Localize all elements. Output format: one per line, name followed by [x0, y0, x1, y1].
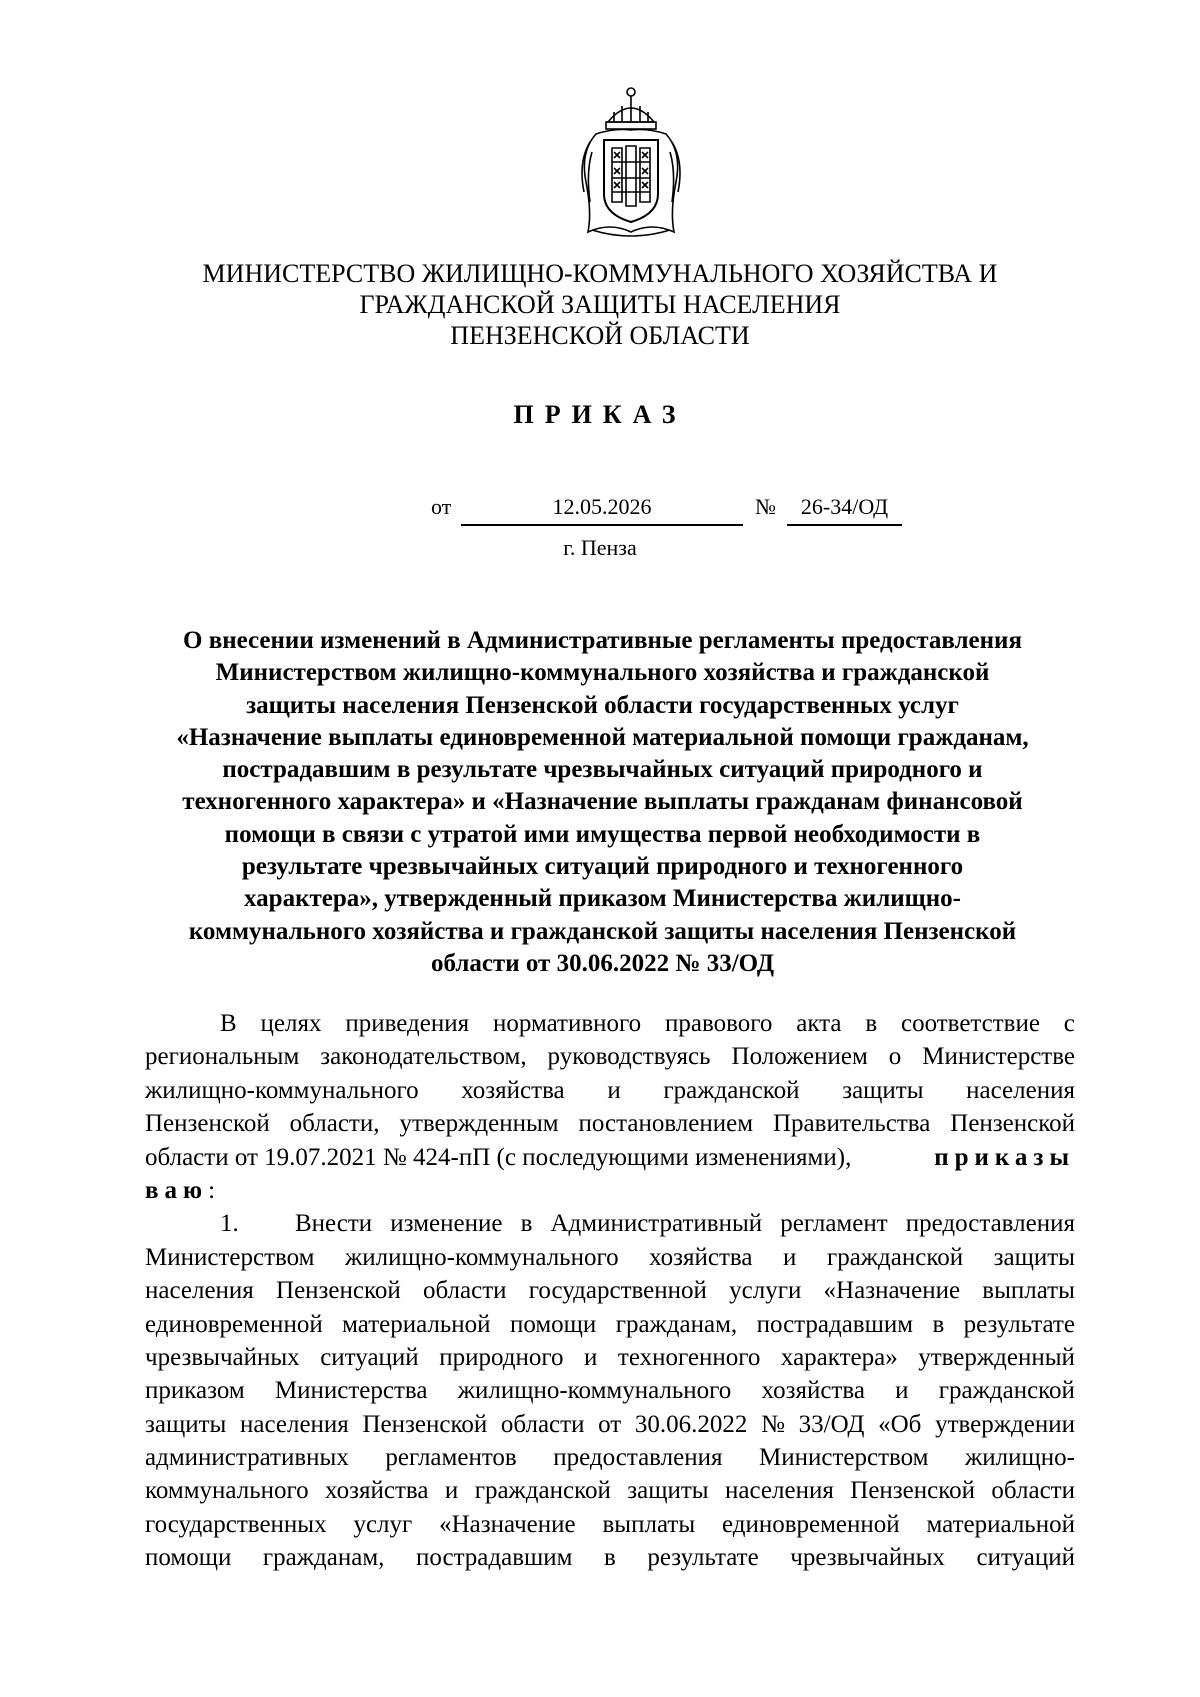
item-1-line — [145, 1374, 1075, 1407]
word: Министерстве — [922, 1043, 1075, 1071]
word: области — [422, 1277, 507, 1305]
word: регламент — [780, 1210, 888, 1238]
subject-line: помощи в связи с утратой ими имущества первой необходимости в — [224, 820, 981, 848]
word: 30.06.2022 — [634, 1410, 748, 1438]
preamble-line — [145, 1007, 1075, 1040]
item-1-line — [145, 1408, 1075, 1441]
word: населения — [725, 1477, 834, 1505]
word: населения — [966, 1076, 1075, 1104]
ministry-line: МИНИСТЕРСТВО ЖИЛИЩНО-КОММУНАЛЬНОГО ХОЗЯЙСТВА И — [202, 259, 998, 288]
subject-line: характера», утвержденный приказом Министерства жилищно- — [244, 885, 961, 913]
subject-line: результате чрезвычайных ситуаций природного и техногенного — [241, 853, 964, 881]
item-number: 1. — [220, 1210, 239, 1238]
word: приведения — [345, 1010, 470, 1037]
ministry-name — [120, 258, 1080, 351]
word: приказом — [145, 1377, 245, 1405]
word: единовременной — [145, 1310, 323, 1338]
word: Пензенской — [145, 1110, 270, 1138]
date-prefix: от — [431, 494, 452, 519]
word: характера» — [780, 1343, 898, 1371]
word: выплаты — [982, 1277, 1075, 1305]
word: результате — [647, 1544, 759, 1572]
word: жилищно-коммунального — [145, 1076, 419, 1104]
word: материальной — [342, 1310, 491, 1338]
word: Министерства — [274, 1377, 428, 1405]
word: регламентов — [385, 1444, 517, 1472]
word: 33/ОД — [798, 1410, 865, 1438]
word: хозяйства — [325, 1477, 429, 1505]
colon: : — [208, 1176, 216, 1204]
word: хозяйства — [461, 1076, 565, 1104]
subject-line: техногенного характера» и «Назначение выплаты гражданам финансовой — [182, 788, 1023, 816]
word: жилищно-коммунального — [457, 1377, 732, 1405]
word: помощи — [145, 1544, 232, 1572]
word: ситуаций — [976, 1544, 1075, 1572]
word: утверждении — [935, 1410, 1075, 1438]
word: гражданской — [663, 1076, 800, 1104]
order-subject — [130, 625, 1075, 980]
word: гражданской — [938, 1377, 1075, 1405]
preamble-text: области от 19.07.2021 № 424-пП (с последующими изменениями), — [145, 1143, 852, 1171]
word: утвержденным — [399, 1110, 559, 1138]
word: гражданской — [474, 1477, 611, 1505]
word: и — [444, 1477, 459, 1505]
word: гражданам, — [615, 1310, 738, 1338]
word: и — [895, 1377, 909, 1405]
word: № — [761, 1410, 785, 1438]
word: помощи — [509, 1310, 597, 1338]
item-1-line — [145, 1274, 1075, 1307]
word: услуг — [353, 1510, 413, 1538]
word: Министерством — [145, 1243, 315, 1271]
word: законодательством, — [320, 1043, 527, 1071]
word: «Об — [878, 1410, 922, 1438]
word: в — [520, 1210, 533, 1238]
order-verb-bold: приказы — [934, 1143, 1075, 1171]
subject-line: пострадавшим в результате чрезвычайных ситуаций природного и — [222, 756, 983, 784]
item-1-line — [145, 1508, 1075, 1541]
word: в — [865, 1010, 878, 1037]
word: региональным — [145, 1043, 300, 1071]
word: результате — [963, 1310, 1075, 1338]
word: изменение — [390, 1210, 503, 1238]
word: государственной — [528, 1277, 707, 1305]
number-prefix: № — [755, 494, 776, 519]
word: защиты — [145, 1410, 227, 1438]
word: Министерством — [759, 1444, 929, 1472]
coat-of-arms-icon — [566, 82, 696, 242]
word: Внести — [295, 1210, 373, 1238]
word: гражданской — [826, 1243, 964, 1271]
word: области, — [289, 1110, 380, 1138]
item-1-line — [145, 1207, 1075, 1240]
word: ситуаций — [320, 1343, 419, 1371]
subject-line: О внесении изменений в Административные регламенты предоставления — [183, 627, 1022, 654]
item-1-line — [145, 1441, 1075, 1474]
word: населения — [145, 1277, 254, 1305]
ministry-line: ГРАЖДАНСКОЙ ЗАЩИТЫ НАСЕЛЕНИЯ — [359, 290, 841, 319]
word: единовременной — [721, 1510, 900, 1538]
word: утвержденный — [918, 1343, 1075, 1371]
order-verb-bold: ваю — [145, 1176, 209, 1204]
word: Пензенской — [362, 1410, 488, 1438]
word: в — [604, 1544, 616, 1572]
word: хозяйства — [761, 1377, 865, 1405]
word: о — [888, 1043, 902, 1071]
word: от — [598, 1410, 622, 1438]
word: «Назначение — [823, 1277, 961, 1305]
word: Положением — [731, 1043, 868, 1071]
word: защиты — [627, 1477, 709, 1505]
item-1-line — [145, 1474, 1075, 1507]
preamble-line — [145, 1174, 1075, 1207]
word: пострадавшим — [756, 1310, 914, 1338]
word: нормативного — [492, 1010, 642, 1037]
word: В — [220, 1010, 237, 1037]
word: административных — [145, 1444, 349, 1472]
subject-line: защиты населения Пензенской области государственных услуг — [246, 691, 959, 719]
word: населения — [240, 1410, 349, 1438]
word: защиты — [842, 1076, 924, 1104]
item-1-line — [145, 1341, 1075, 1374]
subject-line: «Назначение выплаты единовременной материальной помощи гражданам, — [176, 723, 1029, 751]
word: Пензенской — [950, 1110, 1075, 1138]
word: выплаты — [602, 1510, 696, 1538]
word: природного — [439, 1343, 564, 1371]
order-number: 26-34/ОД — [787, 494, 902, 526]
order-title: ПРИКАЗ — [513, 400, 687, 429]
word: Административный — [550, 1210, 763, 1238]
city: г. Пенза — [563, 535, 637, 560]
word: постановлением — [578, 1110, 754, 1138]
item-1-line — [145, 1308, 1075, 1341]
word: «Назначение — [439, 1510, 576, 1538]
subject-line: коммунального хозяйства и гражданской защиты населения Пензенской — [188, 917, 1017, 945]
word: защиты — [993, 1243, 1075, 1271]
word: руководствуясь — [547, 1043, 711, 1071]
ministry-line: ПЕНЗЕНСКОЙ ОБЛАСТИ — [450, 321, 750, 350]
word: акта — [796, 1010, 842, 1037]
word: области — [500, 1410, 585, 1438]
word: государственных — [145, 1510, 327, 1538]
word: в — [932, 1310, 945, 1338]
word: соответствие — [900, 1010, 1040, 1037]
word: пострадавшим — [415, 1544, 573, 1572]
word: услуги — [729, 1277, 802, 1305]
order-body — [145, 1007, 1075, 1575]
word: хозяйства — [649, 1243, 753, 1271]
preamble-line — [145, 1107, 1075, 1140]
subject-line: Министерством жилищно-коммунального хозяйства и гражданской — [215, 659, 990, 687]
item-1-line — [145, 1241, 1075, 1274]
word: и — [783, 1243, 797, 1271]
word: целях — [260, 1010, 322, 1037]
preamble-line — [145, 1074, 1075, 1107]
word: и — [607, 1076, 621, 1104]
word: Пензенской — [850, 1477, 975, 1505]
word: Правительства — [773, 1110, 931, 1138]
word: с — [1063, 1010, 1075, 1037]
item-1-line — [145, 1541, 1075, 1574]
word: гражданам, — [262, 1544, 385, 1572]
word: области — [991, 1477, 1075, 1505]
word: техногенного — [617, 1343, 761, 1371]
preamble-line — [145, 1141, 1075, 1174]
word: правового — [665, 1010, 773, 1037]
word: Пензенской — [276, 1277, 401, 1305]
subject-line: области от 30.06.2022 № 33/ОД — [430, 949, 775, 977]
word: жилищно-коммунального — [345, 1243, 619, 1271]
item-text — [295, 1207, 1075, 1240]
word: и — [584, 1343, 598, 1371]
word: чрезвычайных — [790, 1544, 945, 1572]
preamble-line — [145, 1040, 1075, 1073]
word: жилищно- — [965, 1444, 1075, 1472]
order-date: 12.05.2026 — [461, 494, 743, 526]
word: коммунального — [145, 1477, 309, 1505]
word: предоставления — [905, 1210, 1075, 1238]
word: материальной — [926, 1510, 1075, 1538]
word: предоставления — [553, 1444, 723, 1472]
word: чрезвычайных — [145, 1343, 300, 1371]
